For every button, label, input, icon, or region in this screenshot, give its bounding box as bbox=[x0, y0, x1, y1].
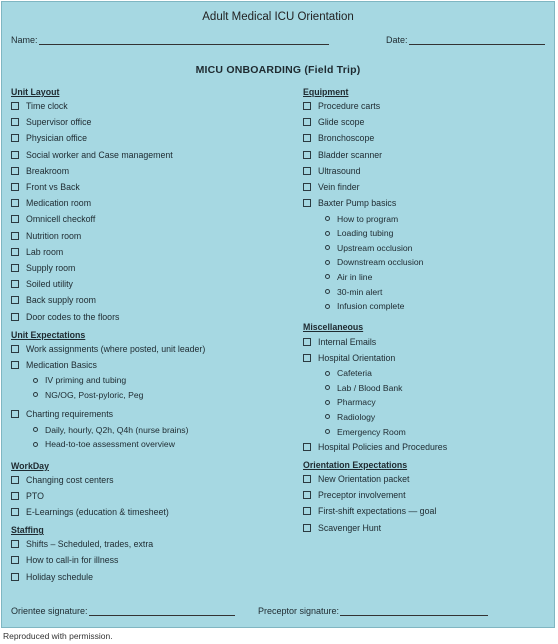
checkbox[interactable] bbox=[11, 296, 19, 304]
checkbox[interactable] bbox=[303, 151, 311, 159]
checklist-item[interactable]: Hospital Policies and Procedures bbox=[303, 439, 553, 455]
sub-item: Loading tubing bbox=[303, 226, 553, 241]
section-equipment: Equipment bbox=[303, 87, 349, 97]
sub-item: 30-min alert bbox=[303, 284, 553, 299]
bullet-icon bbox=[325, 274, 330, 279]
section-staffing: Staffing bbox=[11, 525, 44, 536]
checklist-item[interactable]: Scavenger Hunt bbox=[303, 520, 553, 536]
checklist-item[interactable]: Glide scope bbox=[303, 114, 553, 130]
bullet-icon bbox=[325, 304, 330, 309]
checkbox[interactable] bbox=[11, 540, 19, 548]
checkbox[interactable] bbox=[11, 264, 19, 272]
date-field[interactable] bbox=[386, 35, 545, 45]
checkbox[interactable] bbox=[11, 183, 19, 191]
checkbox[interactable] bbox=[11, 215, 19, 223]
bullet-icon bbox=[33, 442, 38, 447]
preceptor-signature-field[interactable] bbox=[258, 606, 488, 616]
checklist-item[interactable]: Changing cost centers bbox=[11, 472, 291, 488]
sub-item: Upstream occlusion bbox=[303, 241, 553, 256]
checklist-item[interactable]: Holiday schedule bbox=[11, 569, 291, 585]
checklist-item[interactable]: Nutrition room bbox=[11, 228, 291, 244]
preceptor-signature-label: Preceptor signature: bbox=[258, 606, 340, 616]
checkbox[interactable] bbox=[303, 524, 311, 532]
orientee-signature-line[interactable] bbox=[89, 606, 235, 616]
bullet-icon bbox=[325, 289, 330, 294]
checkbox[interactable] bbox=[303, 134, 311, 142]
checklist-item[interactable]: Omnicell checkoff bbox=[11, 211, 291, 227]
right-column bbox=[303, 86, 553, 536]
checklist-item[interactable]: Charting requirements bbox=[11, 406, 291, 422]
preceptor-signature-line[interactable] bbox=[340, 606, 488, 616]
checkbox[interactable] bbox=[303, 167, 311, 175]
checkbox[interactable] bbox=[303, 443, 311, 451]
checkbox[interactable] bbox=[303, 183, 311, 191]
bullet-icon bbox=[33, 378, 38, 383]
bullet-icon bbox=[325, 429, 330, 434]
checklist-item[interactable]: Back supply room bbox=[11, 292, 291, 308]
checklist-item[interactable]: Hospital Orientation bbox=[303, 350, 553, 366]
name-field[interactable] bbox=[11, 35, 329, 45]
bullet-icon bbox=[325, 260, 330, 265]
checklist-item[interactable]: Bronchoscope bbox=[303, 130, 553, 146]
checkbox[interactable] bbox=[11, 313, 19, 321]
section-orientation-expectations: Orientation Expectations bbox=[303, 460, 408, 470]
bullet-icon bbox=[33, 392, 38, 397]
sub-item: Downstream occlusion bbox=[303, 255, 553, 270]
sub-item: Radiology bbox=[303, 410, 553, 425]
permission-note: Reproduced with permission. bbox=[3, 631, 113, 641]
checkbox[interactable] bbox=[11, 102, 19, 110]
checklist-item[interactable]: Door codes to the floors bbox=[11, 308, 291, 324]
section-unit-layout: Unit Layout bbox=[11, 87, 60, 97]
form-title: Adult Medical ICU Orientation bbox=[202, 11, 354, 23]
checkbox[interactable] bbox=[11, 134, 19, 142]
section-workday: WorkDay bbox=[11, 460, 49, 471]
sub-item: How to program bbox=[303, 211, 553, 226]
sub-item: IV priming and tubing bbox=[11, 373, 291, 388]
sub-item: Pharmacy bbox=[303, 395, 553, 410]
checklist-item[interactable]: Procedure carts bbox=[303, 98, 553, 114]
bullet-icon bbox=[325, 385, 330, 390]
sub-item: Infusion complete bbox=[303, 299, 553, 314]
checkbox[interactable] bbox=[11, 280, 19, 288]
checkbox[interactable] bbox=[303, 338, 311, 346]
checkbox[interactable] bbox=[11, 199, 19, 207]
sub-item: Cafeteria bbox=[303, 366, 553, 381]
sub-item: Head-to-toe assessment overview bbox=[11, 437, 291, 452]
bullet-icon bbox=[325, 216, 330, 221]
unit-layout-list bbox=[11, 98, 291, 325]
checklist-item[interactable]: Soiled utility bbox=[11, 276, 291, 292]
name-line[interactable] bbox=[39, 35, 329, 45]
checkbox[interactable] bbox=[11, 345, 19, 353]
checklist-item[interactable]: Lab room bbox=[11, 244, 291, 260]
checklist-item[interactable]: Supervisor office bbox=[11, 114, 291, 130]
checklist-item[interactable]: Bladder scanner bbox=[303, 147, 553, 163]
bullet-icon bbox=[325, 414, 330, 419]
checkbox[interactable] bbox=[303, 491, 311, 499]
checklist-item[interactable]: Preceptor involvement bbox=[303, 487, 553, 503]
section-unit-expectations: Unit Expectations bbox=[11, 329, 86, 340]
orientation-form bbox=[1, 1, 555, 628]
checkbox[interactable] bbox=[303, 475, 311, 483]
date-label: Date: bbox=[386, 35, 408, 45]
checkbox[interactable] bbox=[11, 151, 19, 159]
checklist-item[interactable]: Front vs Back bbox=[11, 179, 291, 195]
checkbox[interactable] bbox=[303, 118, 311, 126]
checklist-item[interactable]: PTO bbox=[11, 488, 291, 504]
orientee-signature-field[interactable] bbox=[11, 606, 235, 616]
sub-item: Emergency Room bbox=[303, 424, 553, 439]
bullet-icon bbox=[325, 231, 330, 236]
checkbox[interactable] bbox=[303, 199, 311, 207]
bullet-icon bbox=[325, 371, 330, 376]
checklist-item[interactable]: Medication Basics bbox=[11, 357, 291, 373]
orientee-signature-label: Orientee signature: bbox=[11, 606, 88, 616]
checklist-item[interactable]: Shifts – Scheduled, trades, extra bbox=[11, 536, 291, 552]
sub-item: Air in line bbox=[303, 270, 553, 285]
checkbox[interactable] bbox=[303, 102, 311, 110]
checklist-item[interactable]: Medication room bbox=[11, 195, 291, 211]
sub-item: Daily, hourly, Q2h, Q4h (nurse brains) bbox=[11, 422, 291, 437]
checkbox[interactable] bbox=[11, 573, 19, 581]
checklist-item[interactable]: Internal Emails bbox=[303, 333, 553, 349]
checkbox[interactable] bbox=[11, 508, 19, 516]
checklist-item[interactable]: Ultrasound bbox=[303, 163, 553, 179]
bullet-icon bbox=[325, 245, 330, 250]
checkbox[interactable] bbox=[11, 248, 19, 256]
section-miscellaneous: Miscellaneous bbox=[303, 322, 364, 333]
checklist-item[interactable]: Breakroom bbox=[11, 163, 291, 179]
checkbox[interactable] bbox=[11, 410, 19, 418]
checklist-item[interactable]: New Orientation packet bbox=[303, 471, 553, 487]
checkbox[interactable] bbox=[303, 507, 311, 515]
sub-item: Lab / Blood Bank bbox=[303, 380, 553, 395]
checklist-item[interactable]: How to call-in for illness bbox=[11, 552, 291, 568]
checklist-item[interactable]: Work assignments (where posted, unit leader) bbox=[11, 341, 291, 357]
checklist-item[interactable]: Baxter Pump basics bbox=[303, 195, 553, 211]
checkbox[interactable] bbox=[11, 556, 19, 564]
checkbox[interactable] bbox=[303, 354, 311, 362]
checklist-item[interactable]: Vein finder bbox=[303, 179, 553, 195]
checklist-item[interactable]: Supply room bbox=[11, 260, 291, 276]
checkbox[interactable] bbox=[11, 361, 19, 369]
bullet-icon bbox=[33, 427, 38, 432]
checkbox[interactable] bbox=[11, 232, 19, 240]
checklist-item[interactable]: Time clock bbox=[11, 98, 291, 114]
checklist-item[interactable]: Physician office bbox=[11, 130, 291, 146]
checklist-heading: MICU ONBOARDING (Field Trip) bbox=[195, 64, 361, 76]
checklist-item[interactable]: E-Learnings (education & timesheet) bbox=[11, 504, 291, 520]
checkbox[interactable] bbox=[11, 476, 19, 484]
sub-item: NG/OG, Post-pyloric, Peg bbox=[11, 388, 291, 403]
checklist-item[interactable]: Social worker and Case management bbox=[11, 147, 291, 163]
checkbox[interactable] bbox=[11, 492, 19, 500]
checklist-item[interactable]: First-shift expectations — goal bbox=[303, 503, 553, 519]
date-line[interactable] bbox=[409, 35, 545, 45]
checkbox[interactable] bbox=[11, 167, 19, 175]
left-column bbox=[11, 86, 291, 585]
checkbox[interactable] bbox=[11, 118, 19, 126]
name-label: Name: bbox=[11, 35, 38, 45]
bullet-icon bbox=[325, 400, 330, 405]
